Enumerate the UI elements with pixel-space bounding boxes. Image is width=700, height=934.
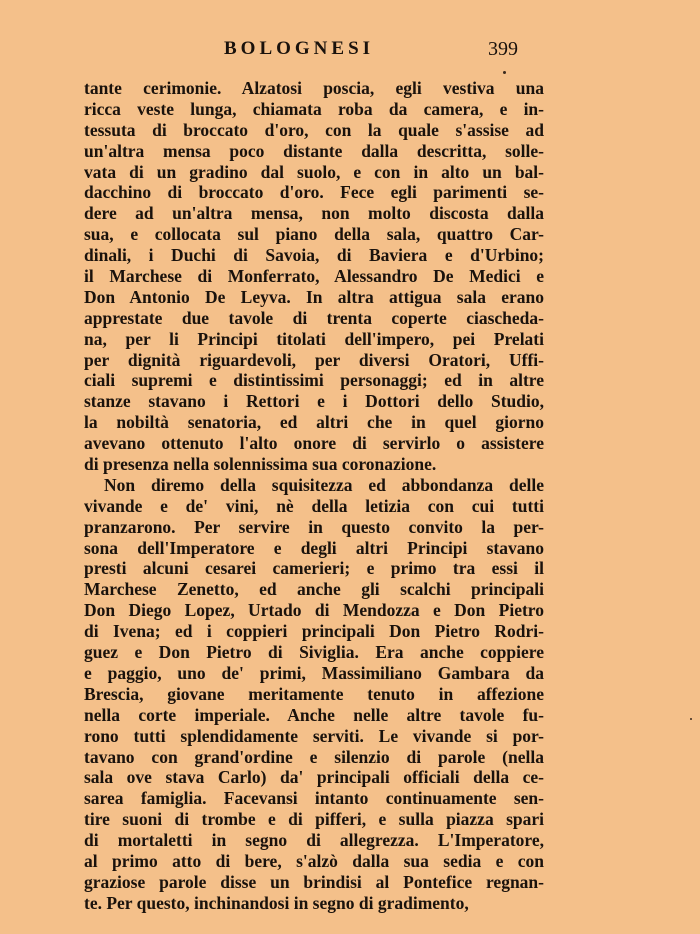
text-line: graziose parole disse un brindisi al Pontefice regnan- (84, 871, 544, 892)
text-line: tessuta di broccato d'oro, con la quale s'assise ad (84, 119, 544, 140)
text-line: Don Diego Lopez, Urtado di Mendozza e Don Pietro (84, 600, 544, 621)
text-line: guez e Don Pietro di Siviglia. Era anche coppiere (84, 642, 544, 663)
text-line: Non diremo della squisitezza ed abbondanza delle (104, 474, 544, 495)
text-line: di Ivena; ed i coppieri principali Don Pietro Rodri- (84, 621, 544, 642)
text-line: e paggio, uno de' primi, Massimiliano Gambara da (84, 662, 544, 683)
text-line: nella corte imperiale. Anche nelle altre tavole fu- (84, 704, 544, 725)
text-line: al primo atto di bere, s'alzò dalla sua sedia e con (84, 850, 544, 871)
text-line: stanze stavano i Rettori e i Dottori dello Studio, (84, 391, 544, 412)
text-line: per dignità riguardevoli, per diversi Oratori, Uffi- (84, 349, 544, 370)
text-line: presti alcuni cesarei camerieri; e primo tra essi il (84, 558, 544, 579)
text-line: Brescia, giovane meritamente tenuto in affezione (84, 683, 544, 704)
text-line: tante cerimonie. Alzatosi poscia, egli vestiva una (84, 78, 544, 98)
text-line: apprestate due tavole di trenta coperte ciascheda- (84, 307, 544, 328)
text-line: rono tutti splendidamente serviti. Le vivande si por- (84, 725, 544, 746)
text-line: te. Per questo, inchinandosi in segno di gradimento, (84, 892, 469, 913)
text-line: sona dell'Imperatore e degli altri Principi stavano (84, 537, 544, 558)
text-line: dinali, i Duchi di Savoia, di Baviera e d'Urbino; (84, 245, 544, 266)
text-line: Marchese Zenetto, ed anche gli scalchi principali (84, 579, 544, 600)
text-line: dere ad un'altra mensa, non molto discosta dalla (84, 203, 544, 224)
running-title: BOLOGNESI (224, 38, 375, 59)
text-line: tavano con grand'ordine e silenzio di parole (nella (84, 746, 544, 767)
text-line: il Marchese di Monferrato, Alessandro De Medici e (84, 266, 544, 287)
text-line: Don Antonio De Leyva. In altra attigua sala erano (84, 286, 544, 307)
text-line: sarea famiglia. Facevansi intanto continuamente sen- (84, 788, 544, 809)
text-line: avevano ottenuto l'alto onore di servirlo o assistere (84, 433, 544, 454)
text-line: ricca veste lunga, chiamata roba da camera, e in- (84, 98, 544, 119)
text-line: un'altra mensa poco distante dalla descritta, solle- (84, 140, 544, 161)
text-line: sala ove stava Carlo) da' principali officiali della ce- (84, 767, 544, 788)
text-line: ciali supremi e distintissimi personaggi; ed in altre (84, 370, 544, 391)
ink-speck (690, 718, 692, 720)
text-line: na, per li Principi titolati dell'impero, pei Prelati (84, 328, 544, 349)
text-line: sua, e collocata sul piano della sala, quattro Car- (84, 224, 544, 245)
page-number: 399 (488, 38, 518, 60)
text-line: la nobiltà senatoria, ed altri che in quel giorno (84, 412, 544, 433)
body-text (84, 78, 544, 914)
ink-speck (503, 71, 506, 74)
running-head (84, 38, 544, 68)
text-line: dacchino di broccato d'oro. Fece egli parimenti se- (84, 182, 544, 203)
text-line: di mortaletti in segno di allegrezza. L'Imperatore, (84, 830, 544, 851)
text-line: pranzarono. Per servire in questo convito la per- (84, 516, 544, 537)
text-line: di presenza nella solennissima sua coronazione. (84, 454, 437, 475)
text-line: tire suoni di trombe e di pifferi, e sulla piazza spari (84, 809, 544, 830)
text-line: vata di un gradino dal suolo, e con in alto un bal- (84, 161, 544, 182)
text-line: vivande e de' vini, nè della letizia con cui tutti (84, 495, 544, 516)
